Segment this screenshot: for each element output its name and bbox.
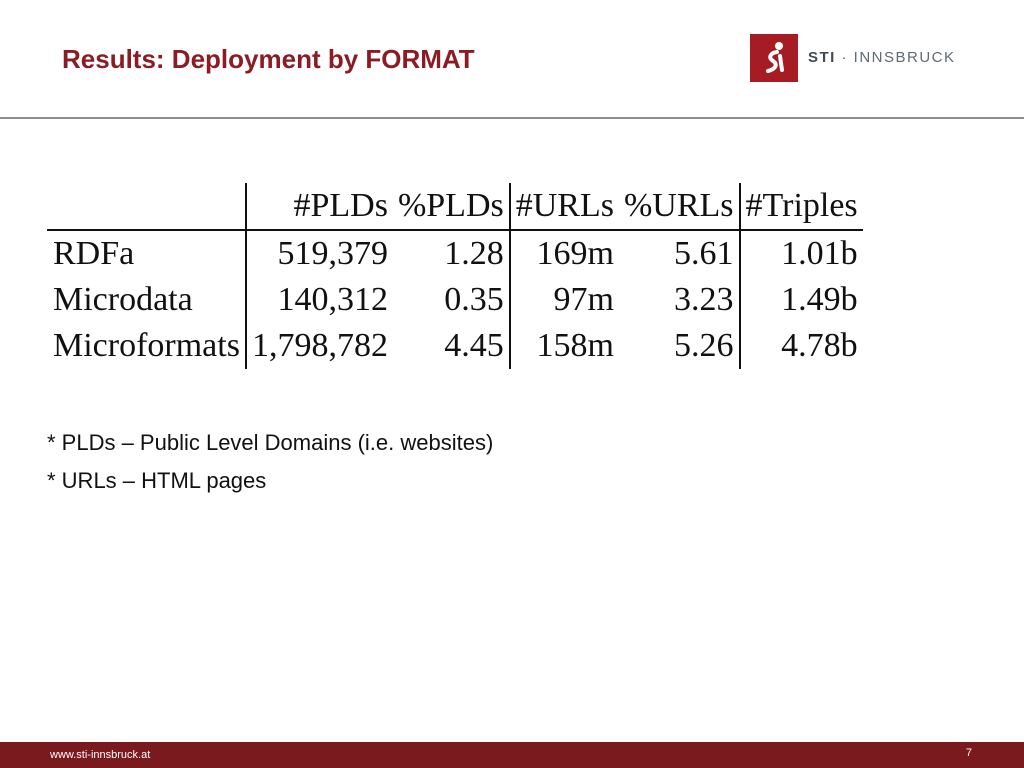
cell-urls: 97m xyxy=(510,277,619,323)
cell-triples: 1.01b xyxy=(740,230,863,277)
cell-triples: 1.49b xyxy=(740,277,863,323)
sti-figure-icon xyxy=(750,34,798,82)
cell-pct-urls: 3.23 xyxy=(674,281,734,318)
footnotes xyxy=(47,424,493,500)
row-label: Microdata xyxy=(53,281,193,318)
row-label: RDFa xyxy=(53,235,135,272)
deployment-table xyxy=(47,183,863,369)
slide-title: Results: Deployment by FORMAT xyxy=(62,44,475,74)
header-triples: #Triples xyxy=(740,183,863,230)
cell-pct-plds: 1.28 xyxy=(444,235,504,272)
table-row xyxy=(47,323,863,369)
cell-pct-urls: 5.26 xyxy=(674,327,734,364)
footnote-urls: * URLs – HTML pages xyxy=(47,468,267,493)
logo-brand-rest: · INNSBRUCK xyxy=(835,49,956,66)
header-pct-plds: %PLDs xyxy=(393,183,510,230)
header-divider xyxy=(0,117,1024,119)
logo-brand-bold: STI xyxy=(808,49,836,66)
row-label: Microformats xyxy=(53,327,240,364)
cell-pct-urls: 5.61 xyxy=(674,235,734,272)
table-row xyxy=(47,277,863,323)
footnote-plds: * PLDs – Public Level Domains (i.e. websites) xyxy=(47,430,494,455)
cell-pct-plds: 4.45 xyxy=(444,327,504,364)
logo-wordmark xyxy=(808,49,956,66)
cell-urls: 158m xyxy=(510,323,619,369)
cell-urls: 169m xyxy=(510,230,619,277)
page-number: 7 xyxy=(965,747,972,759)
header-pct-urls: %URLs xyxy=(619,183,740,230)
header-urls: #URLs xyxy=(510,183,619,230)
cell-pct-plds: 0.35 xyxy=(444,281,504,318)
footer-url[interactable]: www.sti-innsbruck.at xyxy=(50,749,151,761)
footer-bar xyxy=(0,742,1024,768)
table-header-row xyxy=(47,183,863,230)
header-plds: #PLDs xyxy=(246,183,393,230)
header-corner xyxy=(47,183,246,230)
cell-plds: 1,798,782 xyxy=(246,323,393,369)
table-row xyxy=(47,230,863,277)
cell-plds: 519,379 xyxy=(246,230,393,277)
cell-triples: 4.78b xyxy=(740,323,863,369)
cell-plds: 140,312 xyxy=(246,277,393,323)
